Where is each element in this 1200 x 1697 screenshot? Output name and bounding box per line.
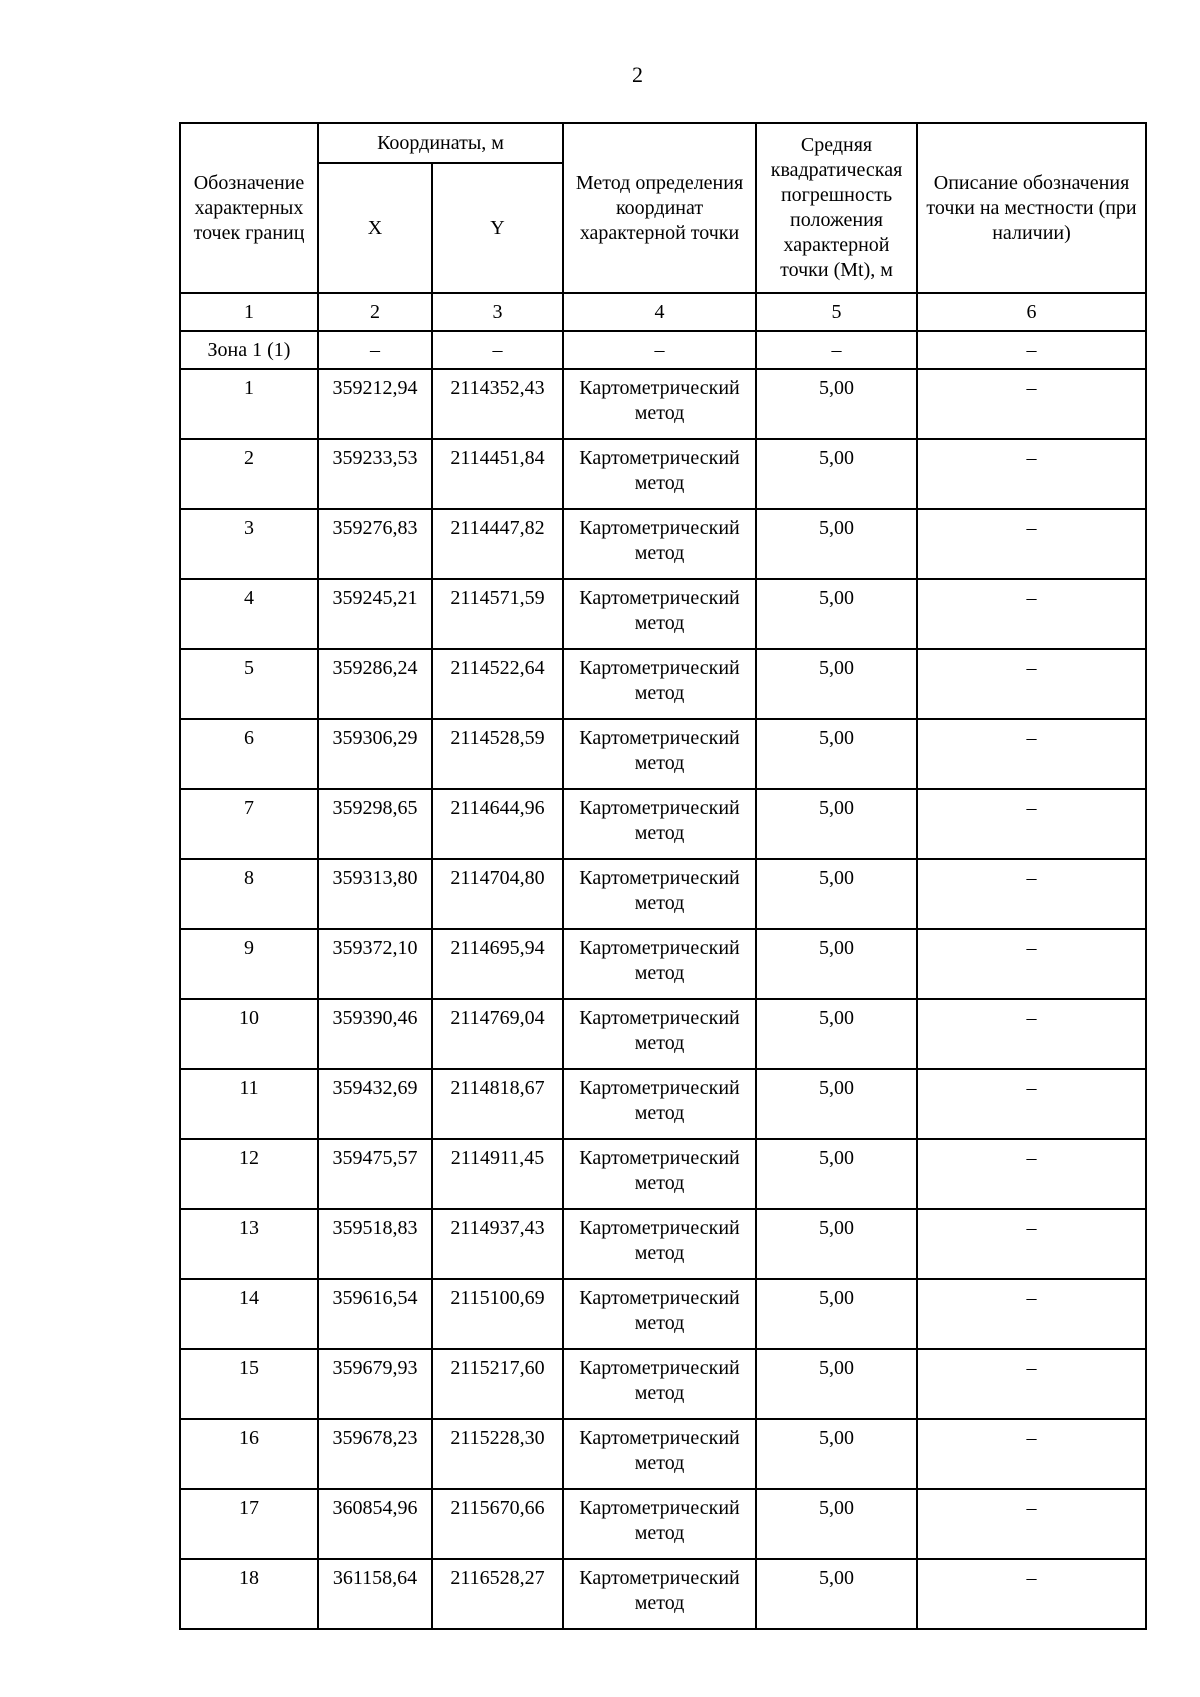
column-number: 1: [180, 293, 318, 331]
table-row: [180, 719, 1146, 789]
y-coordinate-cell: 2114522,64: [432, 649, 563, 719]
error-cell: 5,00: [756, 929, 917, 999]
error-cell: 5,00: [756, 789, 917, 859]
y-coordinate-cell: 2114528,59: [432, 719, 563, 789]
method-cell: Картометрический метод: [563, 1559, 756, 1629]
column-number: 2: [318, 293, 432, 331]
x-coordinate-cell: 361158,64: [318, 1559, 432, 1629]
column-number: 6: [917, 293, 1146, 331]
coordinates-table: [179, 122, 1147, 1630]
x-coordinate-cell: 359298,65: [318, 789, 432, 859]
method-cell: Картометрический метод: [563, 1419, 756, 1489]
point-id-cell: 14: [180, 1279, 318, 1349]
point-id-cell: 2: [180, 439, 318, 509]
x-coordinate-cell: 359245,21: [318, 579, 432, 649]
error-cell: 5,00: [756, 999, 917, 1069]
description-cell: –: [917, 929, 1146, 999]
error-cell: 5,00: [756, 1419, 917, 1489]
description-cell: –: [917, 1279, 1146, 1349]
column-numbers-row: [180, 293, 1146, 331]
description-cell: –: [917, 1139, 1146, 1209]
x-coordinate-cell: 359233,53: [318, 439, 432, 509]
point-id-cell: 13: [180, 1209, 318, 1279]
method-cell: Картометрический метод: [563, 1209, 756, 1279]
table-row: [180, 649, 1146, 719]
point-id-cell: 8: [180, 859, 318, 929]
method-cell: Картометрический метод: [563, 439, 756, 509]
zone-cell: –: [318, 331, 432, 369]
point-id-cell: 12: [180, 1139, 318, 1209]
y-coordinate-cell: 2114937,43: [432, 1209, 563, 1279]
table-row: [180, 1139, 1146, 1209]
x-coordinate-cell: 359475,57: [318, 1139, 432, 1209]
table-row: [180, 789, 1146, 859]
description-cell: –: [917, 999, 1146, 1069]
y-coordinate-cell: 2115217,60: [432, 1349, 563, 1419]
description-cell: –: [917, 1069, 1146, 1139]
point-id-cell: 16: [180, 1419, 318, 1489]
zone-cell: –: [563, 331, 756, 369]
zone-cell: –: [756, 331, 917, 369]
method-cell: Картометрический метод: [563, 859, 756, 929]
y-coordinate-cell: 2115670,66: [432, 1489, 563, 1559]
x-coordinate-cell: 359306,29: [318, 719, 432, 789]
y-coordinate-cell: 2115100,69: [432, 1279, 563, 1349]
column-number: 5: [756, 293, 917, 331]
zone-row: [180, 331, 1146, 369]
description-cell: –: [917, 1559, 1146, 1629]
table-row: [180, 929, 1146, 999]
x-coordinate-cell: 360854,96: [318, 1489, 432, 1559]
point-id-cell: 1: [180, 369, 318, 439]
error-cell: 5,00: [756, 859, 917, 929]
method-cell: Картометрический метод: [563, 579, 756, 649]
point-id-cell: 11: [180, 1069, 318, 1139]
header-coordinates: Координаты, м: [318, 123, 563, 163]
header-designation: Обозначение характерных точек границ: [180, 123, 318, 293]
y-coordinate-cell: 2114704,80: [432, 859, 563, 929]
y-coordinate-cell: 2114769,04: [432, 999, 563, 1069]
y-coordinate-cell: 2116528,27: [432, 1559, 563, 1629]
error-cell: 5,00: [756, 1139, 917, 1209]
description-cell: –: [917, 1349, 1146, 1419]
description-cell: –: [917, 579, 1146, 649]
point-id-cell: 6: [180, 719, 318, 789]
method-cell: Картометрический метод: [563, 789, 756, 859]
description-cell: –: [917, 369, 1146, 439]
x-coordinate-cell: 359313,80: [318, 859, 432, 929]
table-row: [180, 999, 1146, 1069]
point-id-cell: 18: [180, 1559, 318, 1629]
y-coordinate-cell: 2114911,45: [432, 1139, 563, 1209]
error-cell: 5,00: [756, 649, 917, 719]
y-coordinate-cell: 2114447,82: [432, 509, 563, 579]
y-coordinate-cell: 2114644,96: [432, 789, 563, 859]
table-row: [180, 1069, 1146, 1139]
method-cell: Картометрический метод: [563, 1349, 756, 1419]
header-description: Описание обозначения точки на местности (при наличии): [917, 123, 1146, 293]
y-coordinate-cell: 2115228,30: [432, 1419, 563, 1489]
x-coordinate-cell: 359616,54: [318, 1279, 432, 1349]
method-cell: Картометрический метод: [563, 369, 756, 439]
point-id-cell: 17: [180, 1489, 318, 1559]
table-row: [180, 1489, 1146, 1559]
x-coordinate-cell: 359212,94: [318, 369, 432, 439]
description-cell: –: [917, 509, 1146, 579]
x-coordinate-cell: 359390,46: [318, 999, 432, 1069]
error-cell: 5,00: [756, 1349, 917, 1419]
x-coordinate-cell: 359286,24: [318, 649, 432, 719]
point-id-cell: 3: [180, 509, 318, 579]
header-error: Средняя квадратическая погрешность положения характерной точки (Mt), м: [756, 123, 917, 293]
error-cell: 5,00: [756, 509, 917, 579]
y-coordinate-cell: 2114451,84: [432, 439, 563, 509]
description-cell: –: [917, 719, 1146, 789]
method-cell: Картометрический метод: [563, 929, 756, 999]
table-row: [180, 1349, 1146, 1419]
page-number: 2: [632, 62, 643, 87]
method-cell: Картометрический метод: [563, 999, 756, 1069]
error-cell: 5,00: [756, 1559, 917, 1629]
table-row: [180, 509, 1146, 579]
table-row: [180, 579, 1146, 649]
method-cell: Картометрический метод: [563, 1069, 756, 1139]
table-row: [180, 859, 1146, 929]
error-cell: 5,00: [756, 1069, 917, 1139]
header-method: Метод определения координат характерной точки: [563, 123, 756, 293]
method-cell: Картометрический метод: [563, 649, 756, 719]
point-id-cell: 5: [180, 649, 318, 719]
x-coordinate-cell: 359372,10: [318, 929, 432, 999]
x-coordinate-cell: 359276,83: [318, 509, 432, 579]
error-cell: 5,00: [756, 719, 917, 789]
table-row: [180, 1209, 1146, 1279]
method-cell: Картометрический метод: [563, 1489, 756, 1559]
description-cell: –: [917, 1209, 1146, 1279]
zone-cell: –: [432, 331, 563, 369]
x-coordinate-cell: 359432,69: [318, 1069, 432, 1139]
header-y: Y: [432, 163, 563, 293]
description-cell: –: [917, 439, 1146, 509]
y-coordinate-cell: 2114695,94: [432, 929, 563, 999]
x-coordinate-cell: 359679,93: [318, 1349, 432, 1419]
point-id-cell: 7: [180, 789, 318, 859]
point-id-cell: 15: [180, 1349, 318, 1419]
method-cell: Картометрический метод: [563, 1279, 756, 1349]
column-number: 3: [432, 293, 563, 331]
description-cell: –: [917, 649, 1146, 719]
header-x: X: [318, 163, 432, 293]
point-id-cell: 4: [180, 579, 318, 649]
column-number: 4: [563, 293, 756, 331]
error-cell: 5,00: [756, 369, 917, 439]
table-row: [180, 1559, 1146, 1629]
table-row: [180, 1419, 1146, 1489]
method-cell: Картометрический метод: [563, 719, 756, 789]
zone-cell: –: [917, 331, 1146, 369]
error-cell: 5,00: [756, 579, 917, 649]
error-cell: 5,00: [756, 1209, 917, 1279]
y-coordinate-cell: 2114352,43: [432, 369, 563, 439]
point-id-cell: 9: [180, 929, 318, 999]
x-coordinate-cell: 359678,23: [318, 1419, 432, 1489]
error-cell: 5,00: [756, 1279, 917, 1349]
method-cell: Картометрический метод: [563, 1139, 756, 1209]
table-row: [180, 439, 1146, 509]
error-cell: 5,00: [756, 439, 917, 509]
zone-label: Зона 1 (1): [180, 331, 318, 369]
description-cell: –: [917, 789, 1146, 859]
table-row: [180, 369, 1146, 439]
y-coordinate-cell: 2114818,67: [432, 1069, 563, 1139]
y-coordinate-cell: 2114571,59: [432, 579, 563, 649]
description-cell: –: [917, 1489, 1146, 1559]
method-cell: Картометрический метод: [563, 509, 756, 579]
description-cell: –: [917, 1419, 1146, 1489]
description-cell: –: [917, 859, 1146, 929]
x-coordinate-cell: 359518,83: [318, 1209, 432, 1279]
error-cell: 5,00: [756, 1489, 917, 1559]
table-row: [180, 1279, 1146, 1349]
point-id-cell: 10: [180, 999, 318, 1069]
